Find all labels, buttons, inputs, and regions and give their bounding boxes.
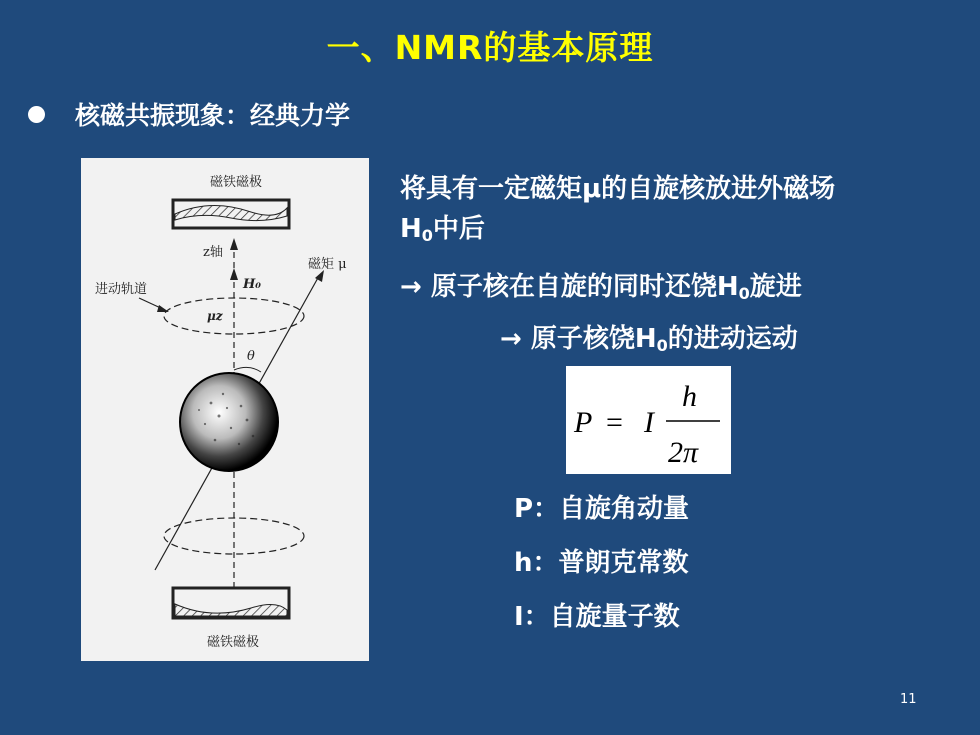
h0-label: H₀ xyxy=(243,277,261,292)
legend-item-p: P：自旋角动量 xyxy=(514,494,690,524)
top-magnet-label: 磁铁磁极 xyxy=(209,175,263,190)
legend-item-i: I：自旋量子数 xyxy=(514,602,680,632)
formula-equals: = xyxy=(606,406,623,439)
precession-orbit-label: 进动轨道 xyxy=(95,282,148,297)
bullet-text: 核磁共振现象：经典力学 xyxy=(75,101,351,130)
bullet-dot-icon xyxy=(28,106,45,123)
description-line-2: $H_0$中后 xyxy=(400,214,485,245)
formula-numerator: h xyxy=(682,380,697,413)
mu-z-label: μz xyxy=(207,309,223,323)
formula-factor: I xyxy=(644,406,654,439)
description-line-4: → 原子核饶$H_0$的进动运动 xyxy=(500,324,798,355)
nmr-precession-diagram xyxy=(81,158,369,661)
formula-lhs: P xyxy=(574,406,593,439)
formula-denominator: 2π xyxy=(668,436,699,469)
bullet-item xyxy=(28,96,350,132)
nucleus-sphere xyxy=(180,373,278,471)
slide-title: 一、NMR的基本原理 xyxy=(326,28,654,67)
theta-label: θ xyxy=(247,349,255,364)
z-axis-label: z轴 xyxy=(203,245,223,260)
description-line-3: → 原子核在自旋的同时还饶$H_0$旋进 xyxy=(400,272,802,303)
page-number: 11 xyxy=(900,692,917,707)
magnetic-moment-label: 磁矩 μ xyxy=(308,257,347,272)
angular-momentum-formula xyxy=(566,366,731,474)
bottom-magnet-label: 磁铁磁极 xyxy=(206,635,260,650)
description-line-1: 将具有一定磁矩μ的自旋核放进外磁场 xyxy=(400,174,836,204)
legend-item-h: h：普朗克常数 xyxy=(514,548,689,578)
